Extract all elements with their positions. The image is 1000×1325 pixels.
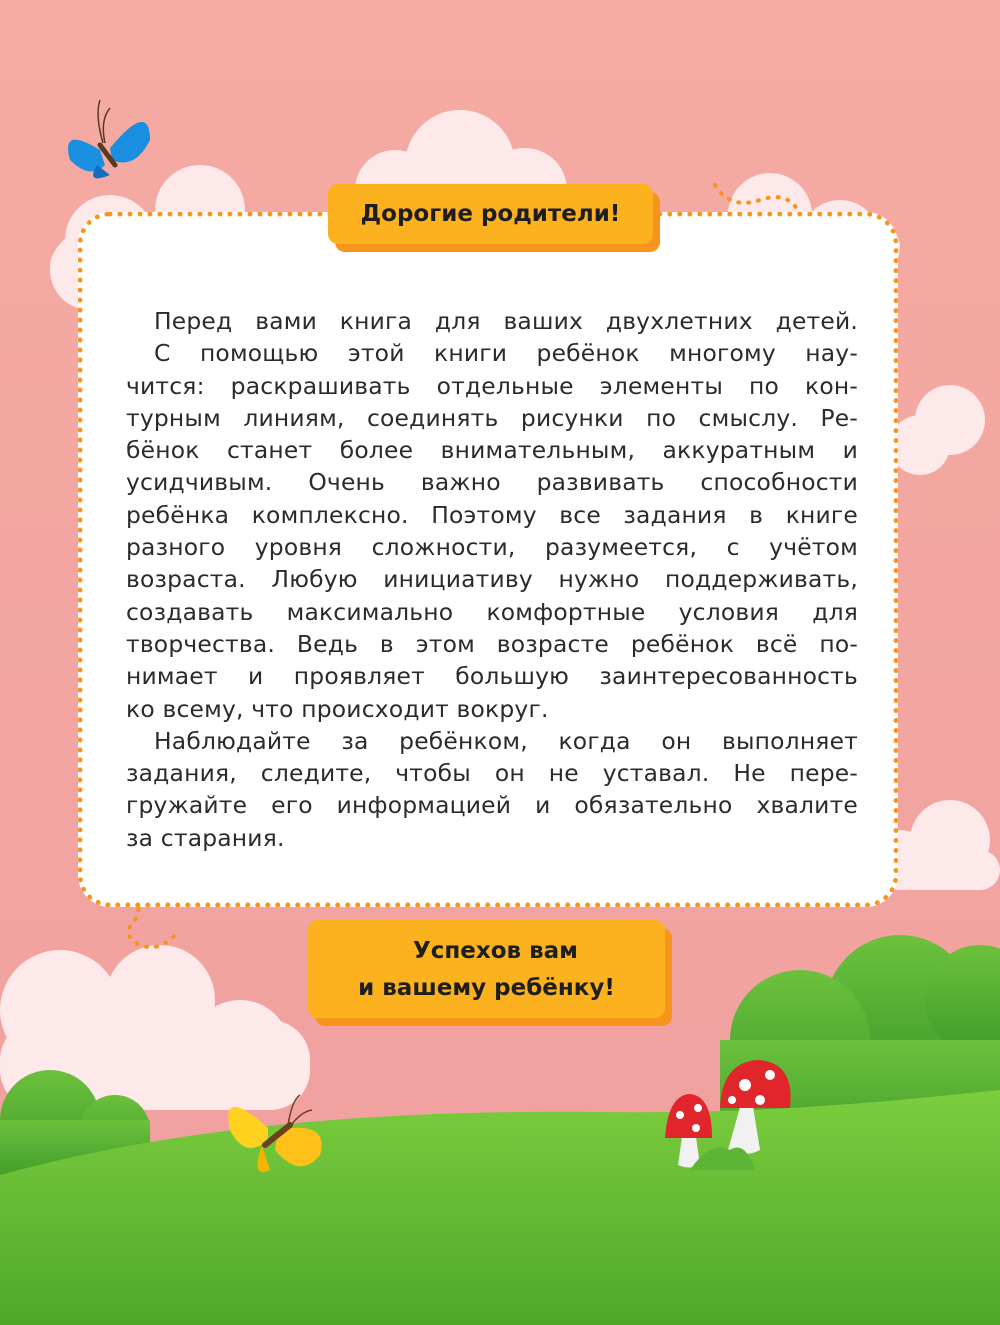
wish-ribbon	[308, 920, 665, 1018]
page-title: Дорогие родители!	[360, 201, 621, 227]
wish-line-2: и вашему ребёнку!	[358, 975, 615, 1001]
text-line: бёнок станет более внимательным, аккуратным и	[126, 436, 858, 465]
text-line: турным линиям, соединять рисунки по смыслу. Ре-	[126, 403, 858, 432]
wish-line-1: Успехов вам	[413, 938, 578, 964]
text-line: за старания.	[126, 823, 285, 852]
text-line: Перед вами книга для ваших двухлетних детей.	[154, 307, 858, 335]
text-line: творчества. Ведь в этом возрасте ребёнок всё по-	[126, 629, 858, 658]
text-line: усидчивым. Очень важно развивать способности	[126, 468, 858, 497]
text-line: гружайте его информацией и обязательно хвалите	[126, 791, 858, 820]
text-line: ко всему, что происходит вокруг.	[126, 694, 549, 723]
text-line: создавать максимально комфортные условия для	[126, 597, 858, 626]
text-line: С помощью этой книги ребёнок многому нау-	[154, 339, 858, 368]
text-line: возраста. Любую инициативу нужно поддерживать,	[126, 565, 858, 594]
parent-letter-text	[126, 305, 858, 854]
text-line: задания, следите, чтобы он не уставал. Не пере-	[126, 759, 858, 788]
text-line: разного уровня сложности, разумеется, с учётом	[126, 533, 858, 562]
text-line: нимает и проявляет большую заинтересованность	[126, 662, 858, 691]
text-line: Наблюдайте за ребёнком, когда он выполняет	[154, 726, 858, 755]
title-ribbon	[328, 184, 653, 244]
text-line: чится: раскрашивать отдельные элементы по кон-	[126, 371, 858, 400]
text-line: ребёнка комплексно. Поэтому все задания в книге	[126, 500, 858, 529]
